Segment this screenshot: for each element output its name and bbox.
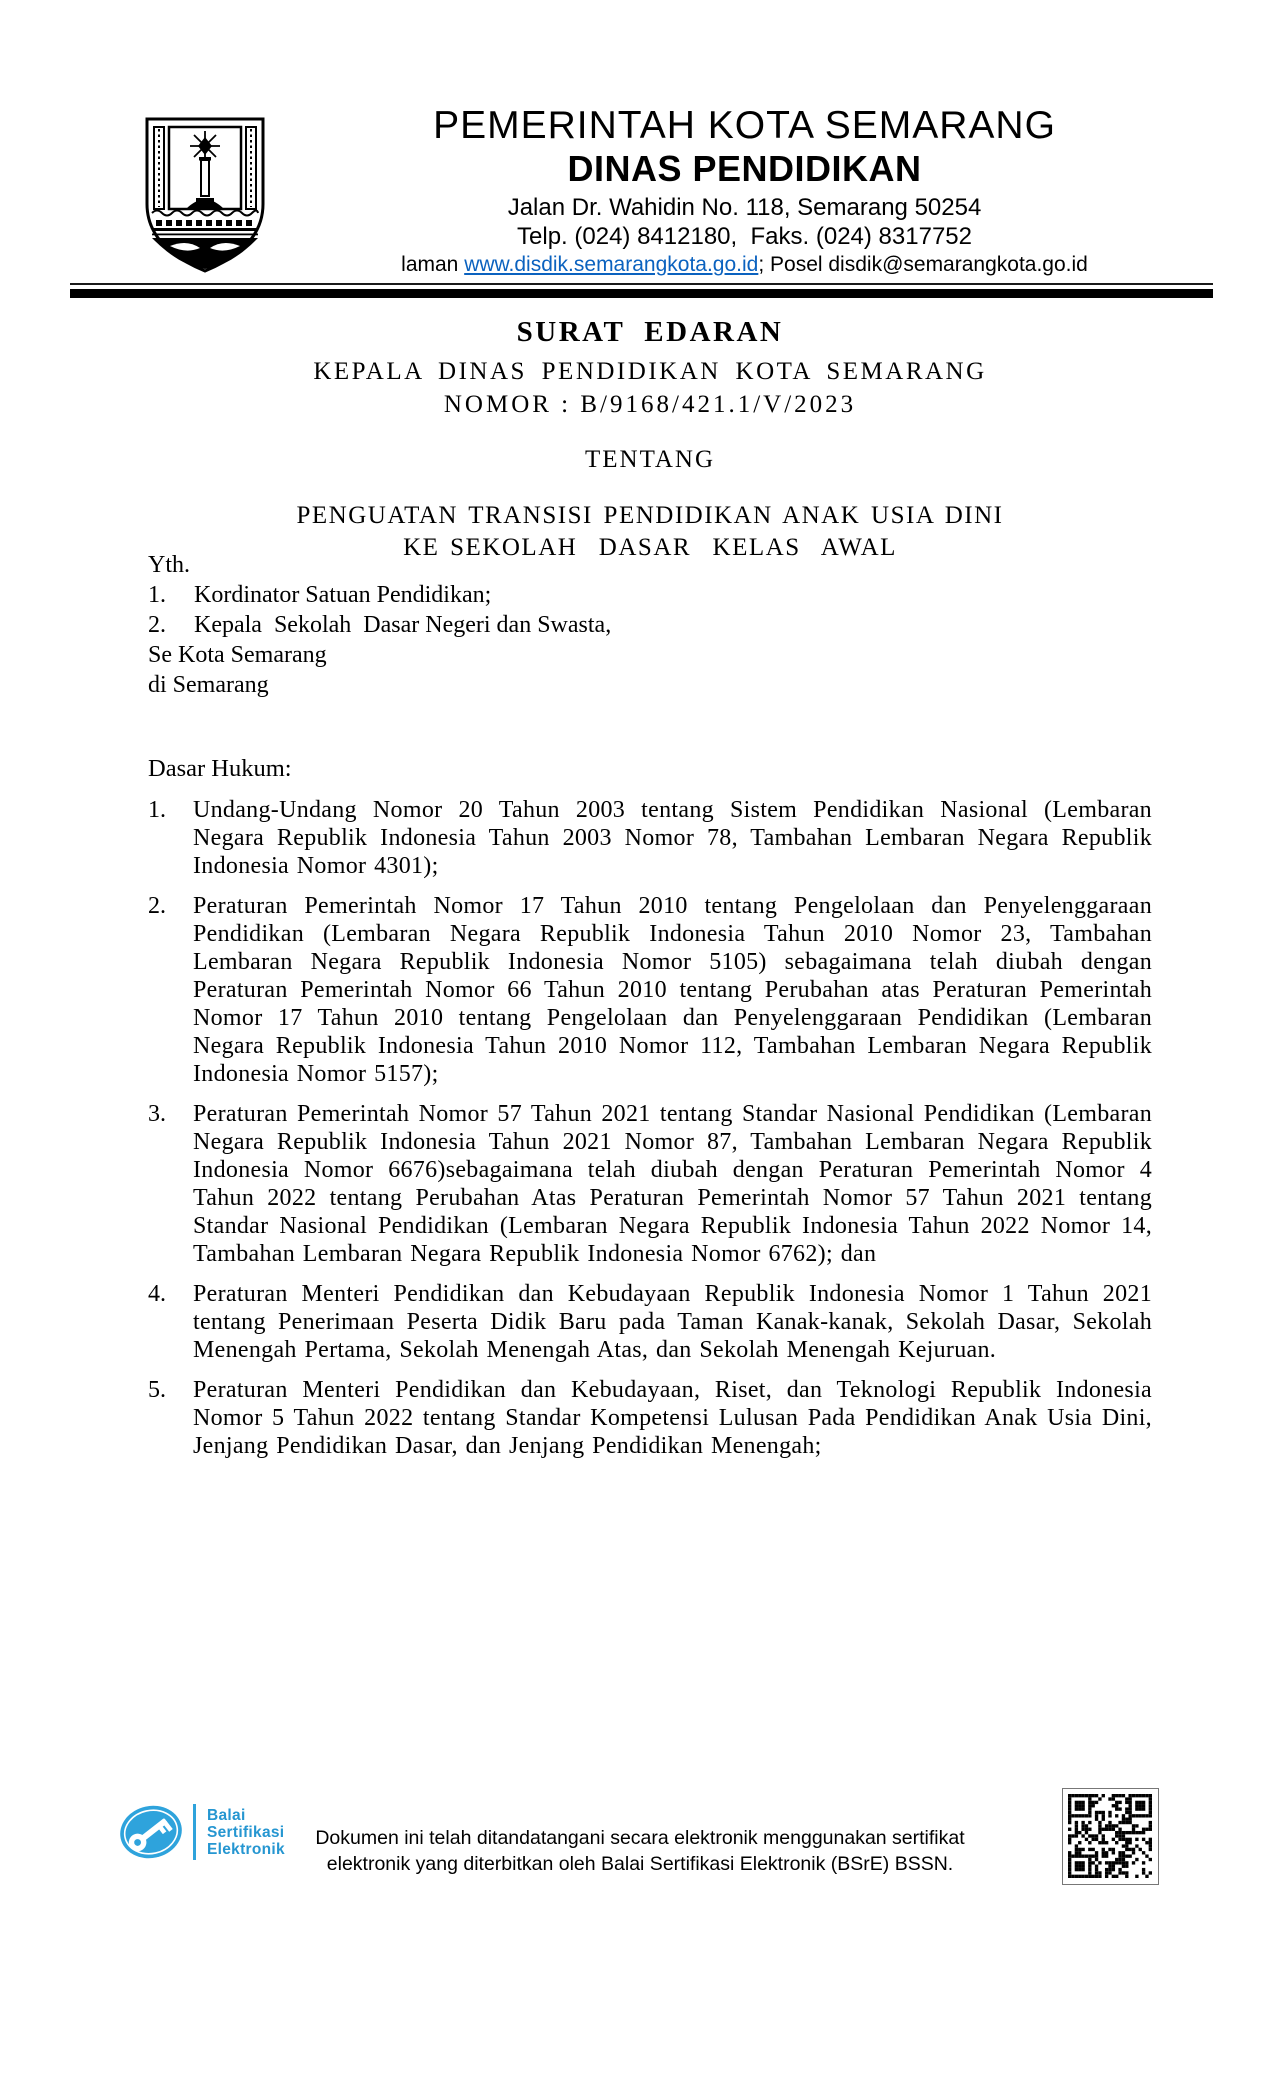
item-text: Peraturan Menteri Pendidikan dan Kebudayaan, Riset, dan Teknologi Republik Indonesia Nomor 5 Tahun 2022 tentang Standar Kompetensi Lulusan Pada Pendidikan Anak Usia Dini, Jenjang Pendidikan Dasar, dan Jenjang Pendidikan Menengah; [193, 1377, 1152, 1459]
bsre-logo-text [207, 1807, 285, 1858]
legal-basis-item [148, 1280, 1152, 1364]
about-label: TENTANG [584, 446, 716, 473]
item-text: Undang-Undang Nomor 20 Tahun 2003 tentang Sistem Pendidikan Nasional (Lembaran Negara Republik Indonesia Tahun 2003 Nomor 78, Tambahan Lembaran Negara Republik Indonesia Nomor 4301); [193, 797, 1152, 879]
recipient-text: Kepala Sekolah Dasar Negeri dan Swasta, [194, 612, 612, 638]
qr-code [1062, 1788, 1159, 1885]
document-number: NOMOR : B/9168/421.1/V/2023 [443, 391, 857, 418]
item-number: 3. [148, 1101, 166, 1127]
document-type-title: SURAT EDARAN [516, 316, 784, 348]
legal-basis-item [148, 892, 1152, 1088]
legal-basis-item [148, 1376, 1152, 1460]
letterhead [292, 104, 1197, 277]
letterhead-phone-fax: Telp. (024) 8412180, Faks. (024) 8317752 [517, 223, 972, 250]
subject-line-2: KE SEKOLAH DASAR KELAS AWAL [403, 534, 897, 561]
title-block [148, 316, 1152, 562]
recipient-item [148, 580, 1152, 610]
qr-code-pattern [1068, 1794, 1152, 1878]
semarang-city-crest-logo [142, 116, 268, 274]
subject-line-1: PENGUATAN TRANSISI PENDIDIKAN ANAK USIA DINI [296, 502, 1004, 529]
signature-footer [0, 1783, 1275, 1903]
website-link[interactable]: www.disdik.semarangkota.go.id [464, 253, 759, 276]
issuer-line: KEPALA DINAS PENDIDIKAN KOTA SEMARANG [313, 358, 987, 385]
letterhead-department: DINAS PENDIDIKAN [567, 148, 922, 189]
recipient-city: di Semarang [148, 672, 269, 698]
item-number: 1. [148, 797, 166, 823]
bsre-text-line: Elektronik [207, 1840, 285, 1858]
item-number: 5. [148, 1377, 166, 1403]
letterhead-divider-thick [70, 289, 1213, 298]
recipient-number: 1. [148, 582, 166, 608]
letterhead-divider-thin [70, 283, 1213, 285]
item-text: Peraturan Pemerintah Nomor 57 Tahun 2021 tentang Standar Nasional Pendidikan (Lembaran Negara Republik Indonesia Tahun 2021 Nomor 87, Tambahan Lembaran Negara Republik Indonesia Nomor 6676)sebagaimana telah diubah dengan Peraturan Pemerintah Nomor 4 Tahun 2022 tentang Perubahan Atas Peraturan Pemerintah Nomor 57 Tahun 2021 tentang Standar Nasional Pendidikan (Lembaran Negara Republik Indonesia Tahun 2022 Nomor 14, Tambahan Lembaran Negara Republik Indonesia Nomor 6762); dan [193, 1101, 1152, 1267]
recipient-item [148, 610, 1152, 640]
legal-basis-heading: Dasar Hukum: [148, 755, 292, 782]
item-number: 4. [148, 1281, 166, 1307]
recipient-text: Kordinator Satuan Pendidikan; [194, 582, 492, 608]
email-text: ; Posel disdik@semarangkota.go.id [758, 253, 1088, 276]
legal-basis-item [148, 796, 1152, 880]
item-number: 2. [148, 893, 166, 919]
letterhead-web-line [292, 252, 1197, 277]
disclaimer-line-1: Dokumen ini telah ditandatangani secara elektronik menggunakan sertifikat [315, 1827, 965, 1849]
recipient-number: 2. [148, 612, 166, 638]
item-text: Peraturan Menteri Pendidikan dan Kebudayaan Republik Indonesia Nomor 1 Tahun 2021 tentang Penerimaan Peserta Didik Baru pada Taman Kanak-kanak, Sekolah Dasar, Sekolah Menengah Pertama, Sekolah Menengah Atas, dan Sekolah Menengah Kejuruan. [193, 1281, 1152, 1363]
electronic-signature-disclaimer [310, 1825, 970, 1877]
legal-basis-item [148, 1100, 1152, 1268]
bsre-text-line: Sertifikasi [207, 1823, 285, 1841]
item-text: Peraturan Pemerintah Nomor 17 Tahun 2010 tentang Pengelolaan dan Penyelenggaraan Pendidikan (Lembaran Negara Republik Indonesia Tahun 2010 Nomor 23, Tambahan Lembaran Negara Republik Indonesia Nomor 5105) sebagaimana telah diubah dengan Peraturan Pemerintah Nomor 66 Tahun 2010 tentang Perubahan atas Peraturan Pemerintah Nomor 17 Tahun 2010 tentang Pengelolaan dan Penyelenggaraan Pendidikan (Lembaran Negara Republik Indonesia Tahun 2010 Nomor 112, Tambahan Lembaran Negara Republik Indonesia Nomor 5157); [193, 893, 1152, 1087]
web-label: laman [401, 253, 465, 276]
bsre-logo [118, 1803, 285, 1861]
salutation: Yth. [148, 552, 190, 578]
recipient-region: Se Kota Semarang [148, 642, 327, 668]
letterhead-address: Jalan Dr. Wahidin No. 118, Semarang 50254 [507, 194, 982, 221]
letterhead-government: PEMERINTAH KOTA SEMARANG [433, 104, 1056, 147]
disclaimer-line-2: elektronik yang diterbitkan oleh Balai Sertifikasi Elektronik (BSrE) BSSN. [326, 1853, 954, 1875]
bsre-key-icon [118, 1803, 184, 1861]
bsre-logo-divider [193, 1804, 196, 1860]
bsre-text-line: Balai [207, 1806, 246, 1824]
legal-basis-section [148, 754, 1152, 1460]
recipient-block [148, 550, 1152, 700]
